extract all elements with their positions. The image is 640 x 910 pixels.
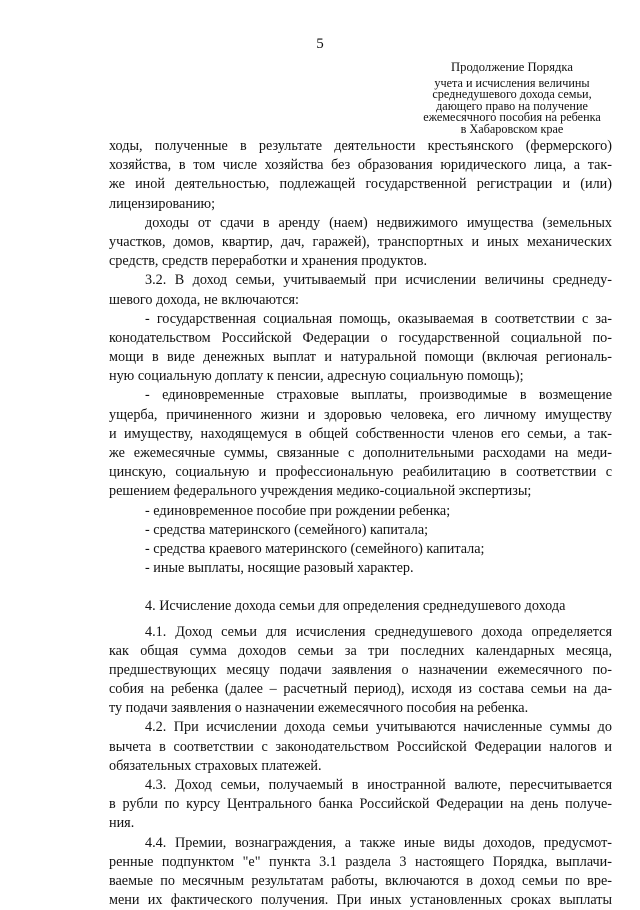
text-line: решением федерального учреждения медико-социальной экспертизы; (109, 482, 612, 501)
text-line: как общая сумма доходов семьи за три последних календарных месяца, (109, 642, 612, 661)
section-heading: 4. Исчисление дохода семьи для определения среднедушевого дохода (109, 597, 612, 616)
text-line: ния. (109, 814, 612, 833)
header-line: ежемесячного пособия на ребенка (400, 112, 624, 124)
text-line: ную социальную доплату к пенсии, адресную социальную помощь); (109, 367, 612, 386)
text-line: - единовременные страховые выплаты, производимые в возмещение (109, 386, 612, 405)
text-line: предшествующих месяцу подачи заявления о назначении ежемесячного по- (109, 661, 612, 680)
header-line: дающего право на получение (400, 101, 624, 113)
text-line: собия на ребенка (далее – расчетный период), исходя из состава семьи на да- (109, 680, 612, 699)
body-paragraphs-section-3 (109, 137, 612, 578)
text-line: - средства краевого материнского (семейного) капитала; (109, 540, 612, 559)
document-header (400, 62, 624, 136)
text-line: лицензированию; (109, 195, 612, 214)
text-line: средств, средств переработки и хранения продуктов. (109, 252, 612, 271)
header-line: учета и исчисления величины (400, 78, 624, 90)
text-line: - государственная социальная помощь, оказываемая в соответствии с за- (109, 310, 612, 329)
text-line: же ежемесячные суммы, связанные с дополнительными расходами на меди- (109, 444, 612, 463)
text-line: 4.1. Доход семьи для исчисления среднедушевого дохода определяется (109, 623, 612, 642)
text-line: ренные подпунктом "е" пункта 3.1 раздела 3 настоящего Порядка, выплачи- (109, 853, 612, 872)
text-line: - средства материнского (семейного) капитала; (109, 521, 612, 540)
text-line: хозяйства, в том числе хозяйства без образования юридического лица, а так- (109, 156, 612, 175)
text-line: - единовременное пособие при рождении ребенка; (109, 502, 612, 521)
text-line: ущерба, причиненного жизни и здоровью человека, его личному имуществу (109, 406, 612, 425)
text-line: - иные выплаты, носящие разовый характер. (109, 559, 612, 578)
page-number: 5 (0, 36, 640, 53)
header-line: среднедушевого дохода семьи, (400, 89, 624, 101)
text-line: ходы, полученные в результате деятельности крестьянского (фермерского) (109, 137, 612, 156)
text-line: же иной деятельностью, подлежащей государственной регистрации и (или) (109, 175, 612, 194)
header-line: Продолжение Порядка (400, 62, 624, 74)
text-line: мени их фактического получения. При иных установленных сроках выплаты (109, 891, 612, 910)
text-line: конодательством Российской Федерации о государственной социальной по- (109, 329, 612, 348)
text-line: ту подачи заявления о назначении ежемесячного пособия на ребенка. (109, 699, 612, 718)
text-line: обязательных страховых платежей. (109, 757, 612, 776)
text-line: 4.4. Премии, вознаграждения, а также иные виды доходов, предусмот- (109, 834, 612, 853)
text-line: 4.3. Доход семьи, получаемый в иностранной валюте, пересчитывается (109, 776, 612, 795)
text-line: вычета в соответствии с законодательством Российской Федерации налогов и (109, 738, 612, 757)
text-line: в рубли по курсу Центрального банка Российской Федерации на день получе- (109, 795, 612, 814)
text-line: ваемые по месячным результатам работы, включаются в доход семьи по вре- (109, 872, 612, 891)
document-body (109, 137, 612, 910)
header-line: в Хабаровском крае (400, 124, 624, 136)
text-line: участков, домов, квартир, дач, гаражей), транспортных и иных механических (109, 233, 612, 252)
text-line: 4.2. При исчислении дохода семьи учитываются начисленные суммы до (109, 718, 612, 737)
text-line: мощи в виде денежных выплат и натуральной помощи (включая региональ- (109, 348, 612, 367)
body-paragraphs-section-4 (109, 623, 612, 910)
text-line: цинскую, социальную и профессиональную реабилитацию в соответствии с (109, 463, 612, 482)
text-line: и имуществу, находящемуся в общей собственности членов его семьи, а так- (109, 425, 612, 444)
text-line: доходы от сдачи в аренду (наем) недвижимого имущества (земельных (109, 214, 612, 233)
text-line: шевого дохода, не включаются: (109, 291, 612, 310)
text-line: 3.2. В доход семьи, учитываемый при исчислении величины среднеду- (109, 271, 612, 290)
